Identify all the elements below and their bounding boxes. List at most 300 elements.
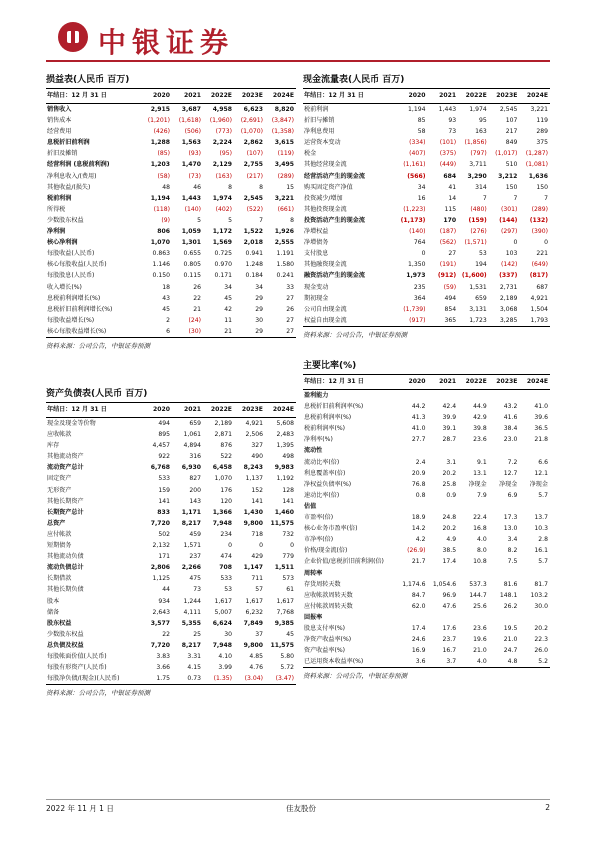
table-row (46, 607, 296, 618)
row-label: 息税前利润增长(%) (47, 294, 101, 302)
cell-value: 1,723 (469, 316, 487, 324)
column-header-label: 年结日：12 月 31 日 (303, 89, 397, 104)
table-row (303, 656, 550, 667)
cell-value: 17.3 (503, 514, 518, 522)
row-label: 资产收益率(%) (304, 647, 346, 655)
column-header-year: 2023E (234, 89, 265, 104)
cell-value: 12.1 (534, 469, 548, 477)
cell-value (397, 612, 428, 623)
cell-value (397, 445, 428, 456)
cell-value: (58) (157, 172, 170, 180)
cell-value: 7 (482, 194, 487, 202)
cell-value: 43.2 (503, 403, 518, 411)
cell-value: 7,948 (212, 641, 232, 649)
row-label: 核心业务市盈率(倍) (304, 525, 358, 533)
column-header-label: 年结日：12 月 31 日 (46, 403, 141, 418)
table-header-row (46, 89, 296, 104)
cell-value: 2,555 (274, 239, 294, 247)
table-row (46, 507, 296, 518)
row-label: 现金及现金等价物 (47, 420, 96, 427)
table-row (303, 126, 550, 137)
cell-value: 0.115 (183, 272, 201, 280)
cell-value: 16.1 (534, 547, 548, 555)
row-label: 投资活动产生的现金流 (304, 216, 365, 224)
cell-value: 459 (189, 530, 201, 538)
cell-value: 15 (286, 183, 294, 191)
cell-value: 1,511 (274, 564, 294, 572)
cell-value: 20.2 (442, 469, 457, 477)
cell-value: 687 (536, 283, 548, 291)
row-label: 净资产收益率(%) (304, 636, 352, 644)
cell-value: 2.4 (415, 458, 426, 466)
table-row (303, 226, 550, 237)
cell-value: (118) (153, 205, 170, 213)
row-label: 股本 (47, 597, 60, 605)
cell-value: 1,172 (212, 228, 232, 236)
cell-value: (73) (188, 172, 201, 180)
cell-value: 1,054.6 (432, 580, 457, 588)
cell-value: 23.0 (503, 436, 518, 444)
column-header-label: 年结日：12 月 31 日 (46, 89, 141, 104)
cell-value: 0.805 (183, 261, 201, 269)
cell-value: 708 (219, 564, 232, 572)
cell-value: 20.2 (534, 624, 548, 632)
row-label: 少数股东权益 (47, 630, 84, 638)
table-row (46, 540, 296, 551)
cell-value: 2,643 (152, 608, 170, 616)
row-label: 购买固定资产净值 (304, 183, 353, 191)
cell-value: 1,617 (214, 597, 232, 605)
row-label: 无形资产 (47, 486, 72, 494)
row-label: 净利息收入/(费用) (47, 172, 97, 180)
cell-value: 4,457 (152, 442, 170, 450)
cell-value: (101) (439, 139, 457, 147)
table-row (46, 171, 296, 182)
cell-value: 62.0 (411, 602, 426, 610)
cell-value: 0.655 (183, 250, 201, 258)
cell-value: 76.8 (411, 480, 426, 488)
cell-value (519, 390, 550, 402)
cell-value: 4,921 (245, 420, 263, 427)
cell-value: 48 (162, 183, 170, 191)
row-label: 每股净负债/(现金)(人民币) (47, 675, 120, 683)
cell-value: 1.580 (276, 261, 294, 269)
cell-value: 141 (251, 497, 263, 505)
cell-value: 净现金 (529, 480, 548, 488)
row-label: 利息覆盖率(倍) (304, 469, 346, 477)
cell-value: 159 (158, 486, 170, 494)
cell-value: 4.10 (218, 652, 232, 660)
cell-value: 2,755 (243, 161, 263, 169)
cell-value: 498 (282, 453, 294, 461)
cell-value: 144.7 (469, 591, 487, 599)
cell-value: 8,243 (243, 464, 263, 472)
cell-value: 84.7 (411, 591, 426, 599)
row-label: 折旧及摊销 (47, 150, 78, 158)
cell-value: 27 (448, 250, 457, 258)
cell-value: 827 (189, 475, 201, 483)
row-label: 价格/现金流(倍) (304, 547, 348, 555)
cell-value: 27 (286, 327, 294, 335)
cell-value (489, 612, 520, 623)
cell-value: 26.0 (534, 647, 548, 655)
cell-value: 7,768 (276, 608, 294, 616)
cell-value: 21.0 (473, 647, 487, 655)
table-row (46, 596, 296, 607)
row-label: 其他流动资产 (47, 453, 84, 461)
row-label: 支付股息 (304, 250, 329, 258)
cell-value: 289 (536, 128, 548, 136)
row-label: 税前利润 (47, 194, 72, 202)
cell-value: 659 (475, 294, 487, 302)
cell-value: 103.2 (530, 591, 548, 599)
cell-value: 13.0 (503, 525, 518, 533)
table-row (303, 556, 550, 567)
cell-value (519, 568, 550, 579)
table-row (303, 445, 550, 456)
cell-value: 1,137 (245, 475, 263, 483)
cell-value: 85 (417, 117, 426, 125)
table-row (303, 612, 550, 623)
cell-value: 81.7 (534, 580, 548, 588)
cell-value: 41.6 (503, 414, 518, 422)
cell-value: 16.8 (473, 525, 487, 533)
cell-value: 711 (251, 575, 263, 583)
row-label: 核心每股收益增长(%) (47, 327, 107, 335)
cell-value: 2,189 (214, 420, 232, 427)
cell-value: 1,301 (181, 239, 201, 247)
footer-divider (46, 799, 550, 800)
cell-value: 27 (286, 294, 294, 302)
table-row (46, 673, 296, 684)
cell-value: 0.941 (245, 250, 263, 258)
row-label: 净利息费用 (304, 128, 335, 136)
ratios-title: 主要比率(%) (303, 358, 550, 375)
table-row (303, 601, 550, 612)
table-row (46, 270, 296, 281)
cell-value: (1,960) (209, 117, 232, 125)
column-header-year: 2021 (172, 89, 203, 104)
table-row (303, 171, 550, 182)
cell-value: 4,921 (530, 294, 548, 302)
cell-value: 7,948 (212, 519, 232, 527)
cell-value: 5.80 (280, 652, 294, 660)
row-label: 经营利润 (息税前利润) (47, 161, 110, 169)
table-row (303, 634, 550, 645)
table-row (303, 259, 550, 270)
cell-value (427, 501, 458, 512)
row-label: 储备 (47, 608, 60, 616)
row-label: 经营费用 (47, 128, 72, 136)
row-label: 市盈率(倍) (304, 514, 334, 522)
cell-value (397, 390, 428, 402)
table-row (46, 182, 296, 193)
cell-value: 22.3 (534, 636, 548, 644)
cell-value: 494 (444, 294, 457, 302)
cell-value: 2,871 (214, 431, 232, 439)
cell-value: 7.5 (507, 558, 518, 566)
cell-value: 21.7 (411, 558, 426, 566)
cell-value: 3,577 (150, 619, 170, 627)
cell-value: 7,720 (150, 641, 170, 649)
cell-value: 1,070 (214, 475, 232, 483)
cell-value: 8,217 (181, 519, 201, 527)
row-label: 税前利润率(%) (304, 425, 346, 433)
cell-value: 1,244 (183, 597, 201, 605)
cell-value: 2,224 (212, 139, 232, 147)
cell-value: 19.6 (473, 636, 487, 644)
row-label: 公司自由现金流 (304, 305, 347, 313)
key-ratios (303, 358, 550, 680)
cell-value: 21 (193, 305, 201, 313)
cell-value: 8 (228, 183, 232, 191)
table-row (303, 468, 550, 479)
cell-value: 6.9 (507, 491, 518, 499)
row-label: 销售收入 (47, 106, 72, 113)
cell-value: 42.4 (442, 403, 457, 411)
cell-value: 22.4 (473, 514, 487, 522)
cell-value: 3,221 (274, 194, 294, 202)
row-label: 速动比率(倍) (304, 491, 340, 499)
cell-value: 533 (220, 575, 232, 583)
cell-value: (217) (246, 172, 263, 180)
cell-value: 854 (444, 305, 457, 313)
cell-value: 3,068 (499, 305, 518, 313)
row-label: 每股帐面价值(人民币) (47, 652, 107, 660)
cell-value: 19.5 (503, 624, 518, 632)
table-row (303, 490, 550, 501)
column-header-year: 2022E (458, 375, 489, 390)
column-header-year: 2022E (203, 89, 234, 104)
cell-value: 4,894 (183, 442, 201, 450)
cell-value (427, 568, 458, 579)
column-header-label: 年结日：12 月 31 日 (303, 375, 397, 390)
cell-value: 1,926 (274, 228, 294, 236)
page-number: 2 (545, 803, 550, 812)
cell-value: 57 (255, 586, 263, 594)
cell-value: 876 (220, 442, 232, 450)
cell-value: 2,806 (150, 564, 170, 572)
cell-value: 537.3 (469, 580, 487, 588)
cell-value: 1,194 (408, 106, 426, 113)
row-label: 现金变动 (304, 283, 329, 291)
table-row (303, 590, 550, 601)
cell-value: 9,800 (243, 641, 263, 649)
cell-value: 21.8 (534, 436, 548, 444)
cell-value: (506) (184, 128, 201, 136)
cell-value: 3,495 (274, 161, 294, 169)
cell-value: (289) (277, 172, 294, 180)
cell-value: (912) (437, 272, 457, 280)
cell-value: (1.35) (213, 675, 232, 683)
cell-value: 833 (157, 508, 170, 516)
cell-value: (661) (277, 205, 294, 213)
row-label: 税前利润 (304, 106, 329, 113)
column-header-year: 2022E (203, 403, 234, 418)
cell-value: 27.7 (411, 436, 426, 444)
cell-value: (9) (161, 216, 170, 224)
cell-value: 176 (220, 486, 232, 494)
balance-title: 资产负债表(人民币 百万) (46, 386, 296, 403)
row-label: 其他融资现金流 (304, 261, 347, 269)
cell-value: 6,458 (212, 464, 232, 472)
cell-value: 4.76 (249, 664, 263, 672)
cell-value: 510 (505, 161, 518, 169)
cell-value: 1,288 (150, 139, 170, 147)
cell-value: (797) (470, 150, 487, 158)
row-label: 净权益负债率(%) (304, 480, 352, 488)
income-table (46, 89, 296, 337)
cell-value: 314 (475, 183, 487, 191)
cell-value: 36.5 (534, 425, 548, 433)
row-label: 少数股东权益 (47, 216, 84, 224)
cell-value: 0.73 (187, 675, 201, 683)
table-header-row (303, 89, 550, 104)
row-label: 每股有形资产(人民币) (47, 664, 107, 672)
cell-value (458, 612, 489, 623)
table-row (46, 204, 296, 215)
cell-value: 0 (228, 542, 232, 550)
cell-value: 3.31 (187, 652, 201, 660)
cell-value: (3,847) (271, 117, 294, 125)
cell-value: (24) (188, 316, 201, 324)
column-header-year: 2022E (458, 89, 489, 104)
cell-value: 895 (158, 431, 170, 439)
row-label: 其他长期资产 (47, 497, 84, 505)
cell-value: 25.6 (473, 602, 487, 610)
row-label: 息税折旧前利润增长(%) (47, 305, 113, 313)
column-header-year: 2024E (265, 403, 296, 418)
cell-value: 44.9 (473, 403, 487, 411)
cell-value: 3,221 (530, 106, 548, 113)
row-label: 应收帐款 (47, 431, 72, 439)
row-label: 市净率(倍) (304, 536, 334, 544)
table-row (303, 293, 550, 304)
row-label: 融资活动产生的现金流 (304, 272, 365, 280)
cell-value: 103 (505, 250, 518, 258)
cell-value: 16 (417, 194, 426, 202)
cell-value: 8.0 (477, 547, 487, 555)
cell-value: 9,385 (274, 619, 294, 627)
cell-value: 1,531 (469, 283, 487, 291)
cell-value: 429 (251, 553, 263, 561)
cell-value: 6 (166, 327, 170, 335)
cell-value: 17.6 (442, 624, 457, 632)
cell-value: 107 (505, 117, 518, 125)
row-label: 投资减少/增加 (304, 194, 343, 202)
cell-value: 39.1 (442, 425, 457, 433)
column-header-year: 2020 (141, 403, 172, 418)
cell-value: 4,111 (183, 608, 201, 616)
table-row (303, 215, 550, 226)
cell-value: (402) (215, 205, 232, 213)
table-row (303, 412, 550, 423)
page-footer (46, 803, 550, 817)
cell-value: 1,443 (181, 194, 201, 202)
cell-value: 1,617 (245, 597, 263, 605)
cell-value: (159) (468, 216, 487, 224)
cell-value: 2 (166, 316, 170, 324)
cell-value: 4.15 (187, 664, 201, 672)
row-label: 固定资产 (47, 475, 72, 483)
cell-value: (144) (499, 216, 518, 224)
cell-value: (337) (499, 272, 518, 280)
table-row (46, 651, 296, 662)
cell-value: 684 (443, 172, 457, 180)
cell-value: 17.4 (411, 624, 426, 632)
cell-value: 5.72 (280, 664, 294, 672)
cell-value: (1,358) (271, 128, 294, 136)
cell-value: 494 (158, 420, 170, 427)
cell-value: (1,223) (403, 205, 426, 213)
cell-value: (163) (215, 172, 232, 180)
cell-value: 5.7 (538, 491, 548, 499)
cell-value: 29 (255, 327, 263, 335)
cell-value: 2,545 (499, 106, 518, 113)
cell-value: (1,081) (525, 161, 548, 169)
cell-value: 235 (413, 283, 426, 291)
cell-value: 22 (162, 630, 170, 638)
column-header-year: 2021 (427, 375, 458, 390)
table-row (303, 645, 550, 656)
cell-value: (59) (443, 283, 457, 291)
cell-value: 522 (220, 453, 232, 461)
cell-value: 1,147 (243, 564, 263, 572)
cell-value: 237 (189, 553, 201, 561)
cell-value: 148.1 (499, 591, 518, 599)
cell-value: 29 (255, 305, 263, 313)
table-row (303, 434, 550, 445)
cell-value: 0.9 (446, 491, 457, 499)
cell-value: 2,731 (499, 283, 518, 291)
cell-value: 26 (193, 283, 201, 291)
cell-value: 1,504 (530, 305, 548, 313)
cell-value: 1,059 (181, 228, 201, 236)
row-label: 企业价值/息税折旧前利润(倍) (304, 558, 384, 566)
cell-value: 6.6 (538, 458, 548, 466)
row-label: 息税折旧前利润 (47, 139, 90, 147)
cell-value: 0 (290, 542, 294, 550)
cell-value: 0 (513, 239, 518, 247)
cell-value: 1,430 (243, 508, 263, 516)
cell-value: 141 (282, 497, 294, 505)
cell-value: 3.1 (446, 458, 457, 466)
cell-value: 7,849 (243, 619, 263, 627)
table-row (303, 248, 550, 259)
cell-value: 6,930 (181, 464, 201, 472)
cell-value: 128 (282, 486, 294, 494)
footer-company: 佳友股份 (286, 804, 316, 813)
cell-value (489, 445, 520, 456)
cell-value: 2,915 (150, 106, 170, 113)
cell-value: 3,285 (499, 316, 518, 324)
cell-value: 11,575 (270, 519, 294, 527)
cell-value: 18 (162, 283, 170, 291)
balance-table (46, 403, 296, 684)
column-header-year: 2021 (172, 403, 203, 418)
cell-value: 141 (158, 497, 170, 505)
cell-value: 934 (158, 597, 170, 605)
table-row (46, 226, 296, 237)
cell-value: (917) (409, 316, 426, 324)
cell-value: 8,820 (274, 106, 294, 113)
cell-value: 23.6 (473, 624, 487, 632)
cell-value: 171 (158, 553, 170, 561)
cell-value: (522) (246, 205, 263, 213)
row-label: 权益自由现金流 (304, 316, 347, 324)
cell-value: 922 (158, 453, 170, 461)
cell-value: 1,203 (150, 161, 170, 169)
